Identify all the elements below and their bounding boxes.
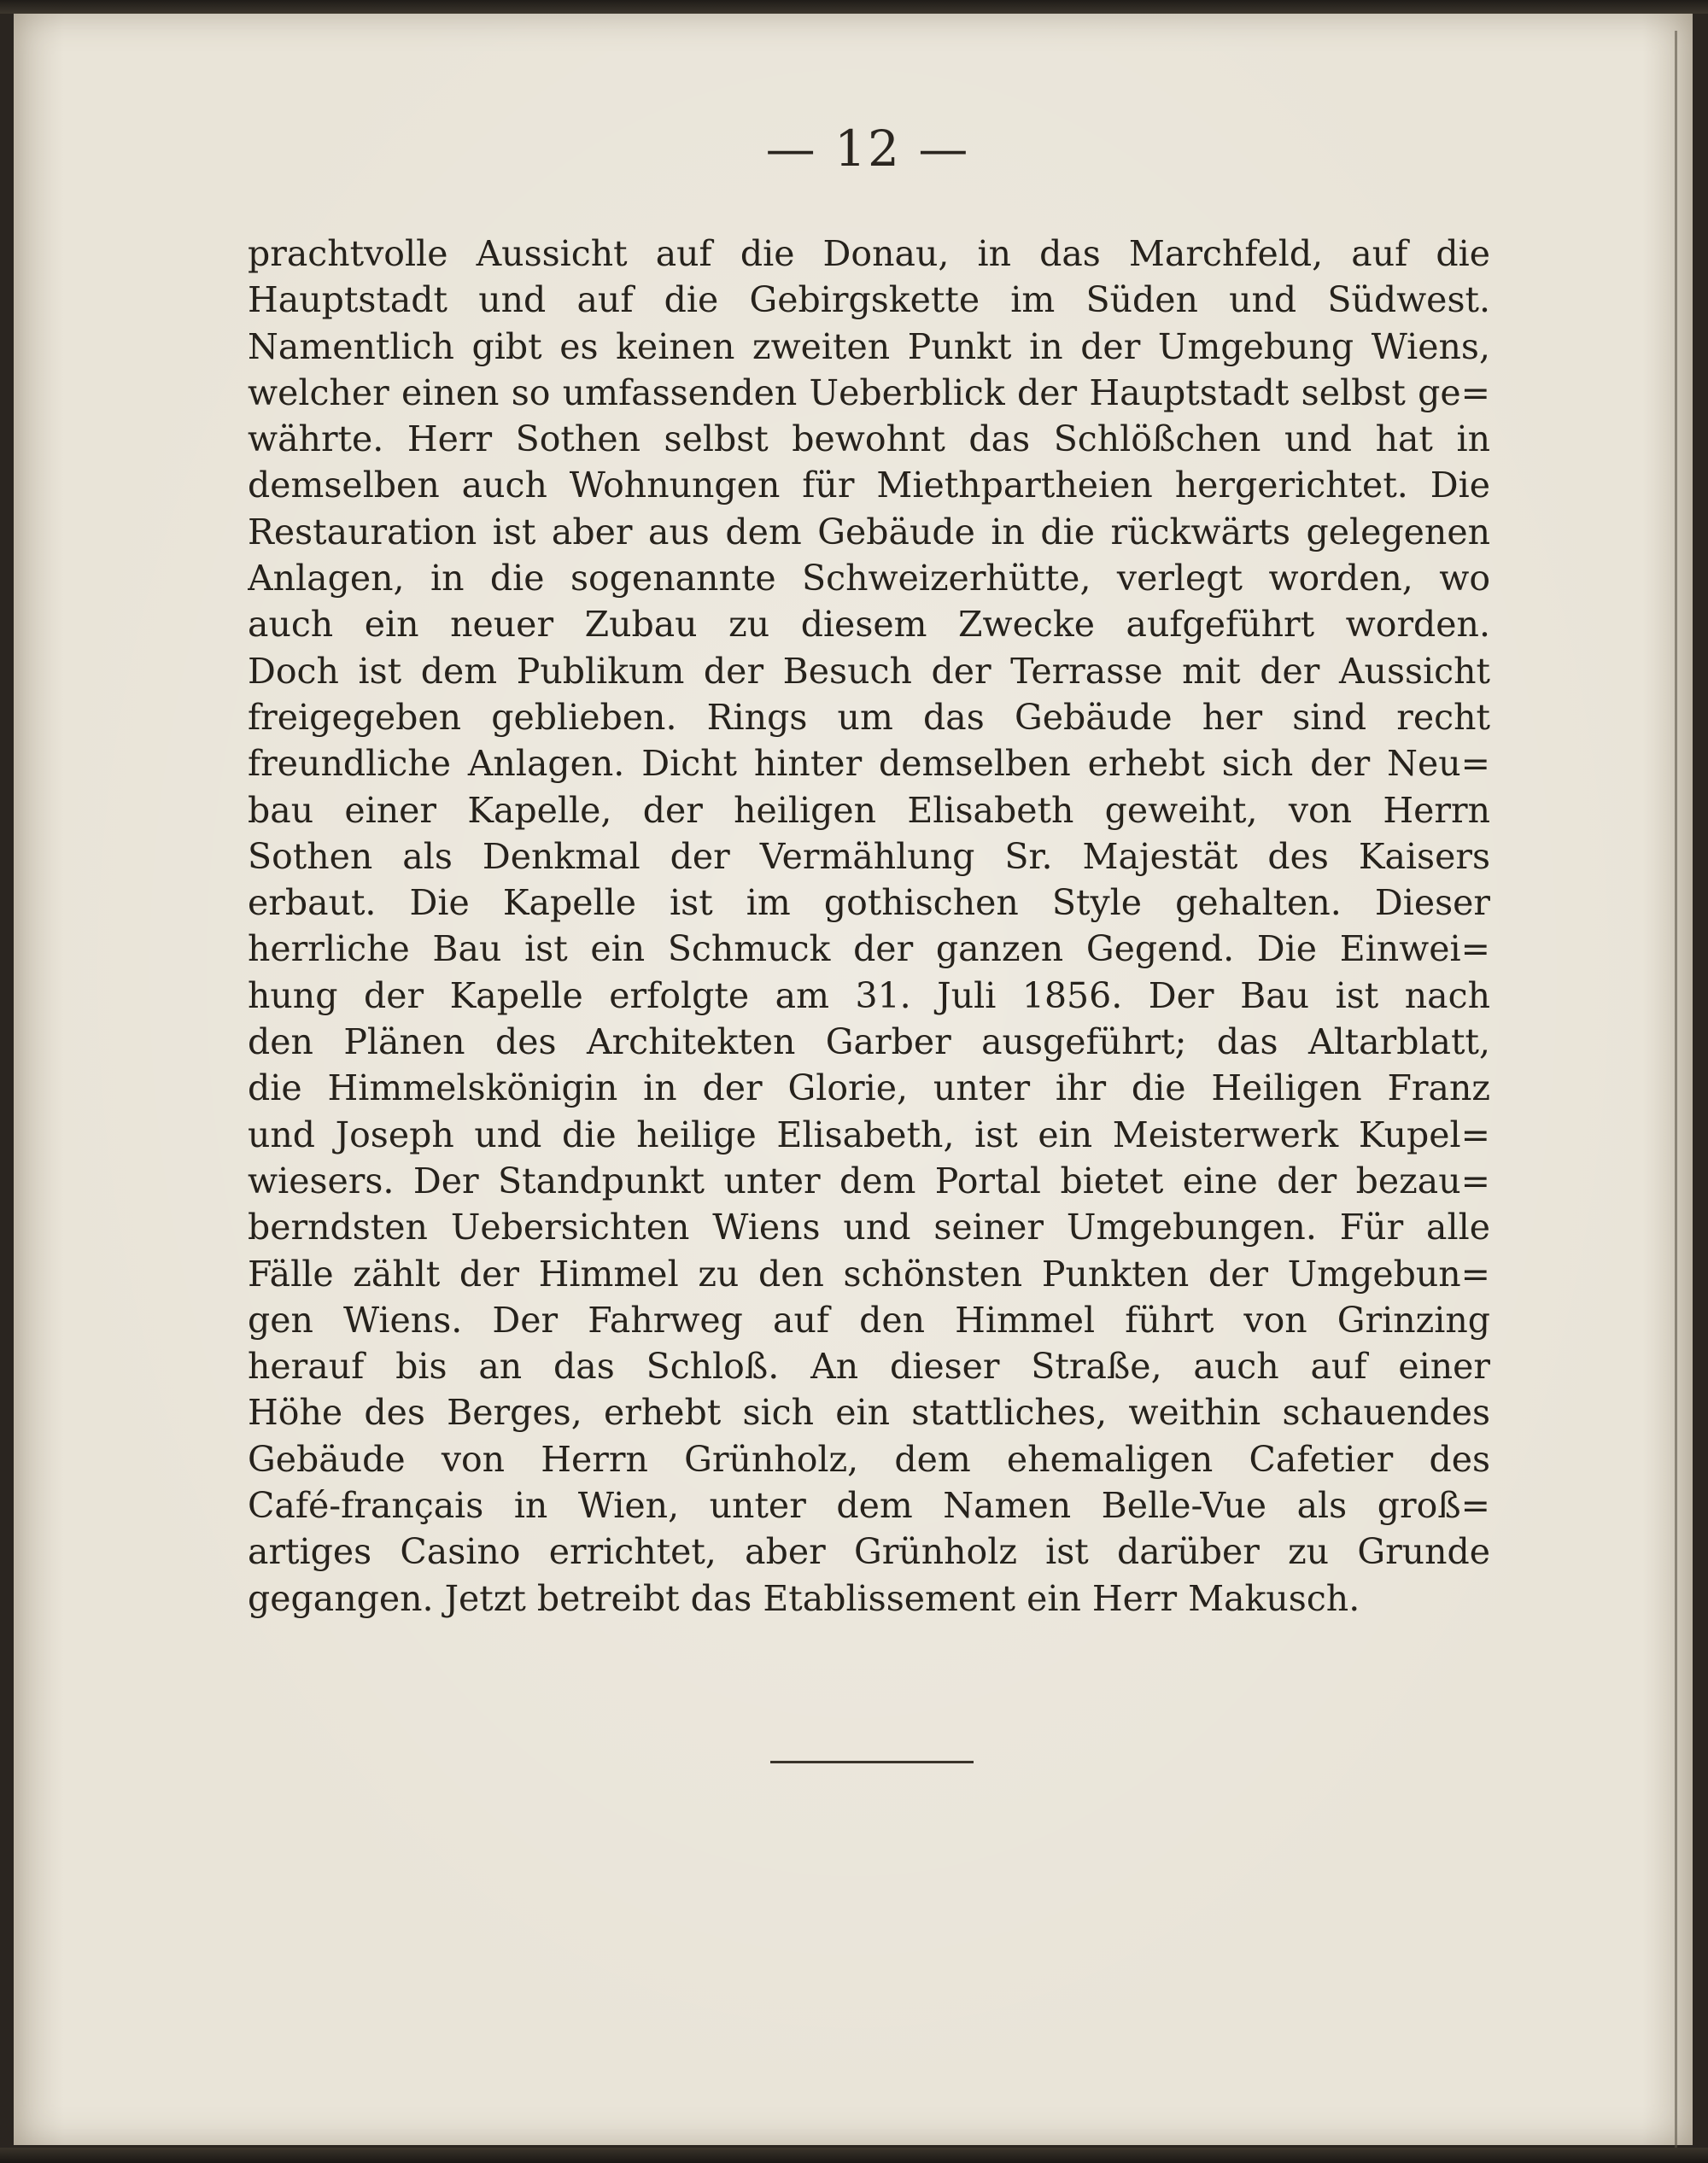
text-line: Doch ist dem Publikum der Besuch der Terrasse mit der Aussicht bbox=[248, 650, 1490, 692]
text-line: gegangen. Jetzt betreibt das Etablissement ein Herr Makusch. bbox=[248, 1577, 1360, 1619]
text-line: herauf bis an das Schloß. An dieser Straße, auch auf einer bbox=[248, 1346, 1490, 1388]
text-line: hung der Kapelle erfolgte am 31. Juli 1856. Der Bau ist nach bbox=[248, 974, 1490, 1016]
text-line: Anlagen, in die sogenannte Schweizerhütte, verlegt worden, wo bbox=[248, 558, 1490, 599]
text-line: erbaut. Die Kapelle ist im gothischen Style gehalten. Dieser bbox=[248, 882, 1490, 924]
book-top-edge bbox=[0, 0, 1708, 14]
text-line: prachtvolle Aussicht auf die Donau, in das Marchfeld, auf die bbox=[248, 233, 1490, 274]
text-line: Höhe des Berges, erhebt sich ein stattliches, weithin schauendes bbox=[248, 1392, 1490, 1434]
text-line: bau einer Kapelle, der heiligen Elisabeth geweiht, von Herrn bbox=[248, 789, 1490, 831]
text-line: welcher einen so umfassenden Ueberblick der Hauptstadt selbst ge= bbox=[248, 371, 1490, 413]
text-line: freundliche Anlagen. Dicht hinter demselben erhebt sich der Neu= bbox=[248, 743, 1490, 785]
text-line: Café-français in Wien, unter dem Namen Belle-Vue als groß= bbox=[248, 1485, 1490, 1527]
page-gutter-edge bbox=[1675, 31, 1677, 2157]
text-line: gen Wiens. Der Fahrweg auf den Himmel führt von Grinzing bbox=[248, 1299, 1490, 1341]
text-line: Hauptstadt und auf die Gebirgskette im Süden und Südwest. bbox=[248, 279, 1490, 321]
text-line: berndsten Uebersichten Wiens und seiner Umgebungen. Für alle bbox=[248, 1207, 1490, 1248]
text-line: die Himmelskönigin in der Glorie, unter ihr die Heiligen Franz bbox=[248, 1067, 1490, 1109]
text-line: auch ein neuer Zubau zu diesem Zwecke aufgeführt worden. bbox=[248, 604, 1490, 646]
page-number: — 12 — bbox=[765, 120, 970, 178]
text-line: demselben auch Wohnungen für Miethpartheien hergerichtet. Die bbox=[248, 465, 1490, 506]
text-line: währte. Herr Sothen selbst bewohnt das Schlößchen und hat in bbox=[248, 418, 1490, 460]
text-line: artiges Casino errichtet, aber Grünholz ist darüber zu Grunde bbox=[248, 1531, 1490, 1573]
text-line: Gebäude von Herrn Grünholz, dem ehemaligen Cafetier des bbox=[248, 1438, 1490, 1480]
text-line: Namentlich gibt es keinen zweiten Punkt in der Umgebung Wiens, bbox=[248, 325, 1490, 367]
text-line: den Plänen des Architekten Garber ausgeführt; das Altarblatt, bbox=[248, 1021, 1490, 1063]
text-line: Fälle zählt der Himmel zu den schönsten Punkten der Umgebun= bbox=[248, 1253, 1490, 1295]
book-bottom-edge bbox=[0, 2148, 1708, 2163]
text-line: wiesers. Der Standpunkt unter dem Portal bietet eine der bezau= bbox=[248, 1160, 1490, 1201]
text-line: und Joseph und die heilige Elisabeth, ist ein Meisterwerk Kupel= bbox=[248, 1114, 1490, 1155]
body-text bbox=[248, 231, 1490, 1622]
section-divider-rule bbox=[770, 1761, 974, 1763]
text-line: freigegeben geblieben. Rings um das Gebäude her sind recht bbox=[248, 696, 1490, 738]
text-line: Restauration ist aber aus dem Gebäude in die rückwärts gelegenen bbox=[248, 511, 1490, 552]
text-line: Sothen als Denkmal der Vermählung Sr. Majestät des Kaisers bbox=[248, 835, 1490, 877]
text-line: herrliche Bau ist ein Schmuck der ganzen Gegend. Die Einwei= bbox=[248, 928, 1490, 970]
